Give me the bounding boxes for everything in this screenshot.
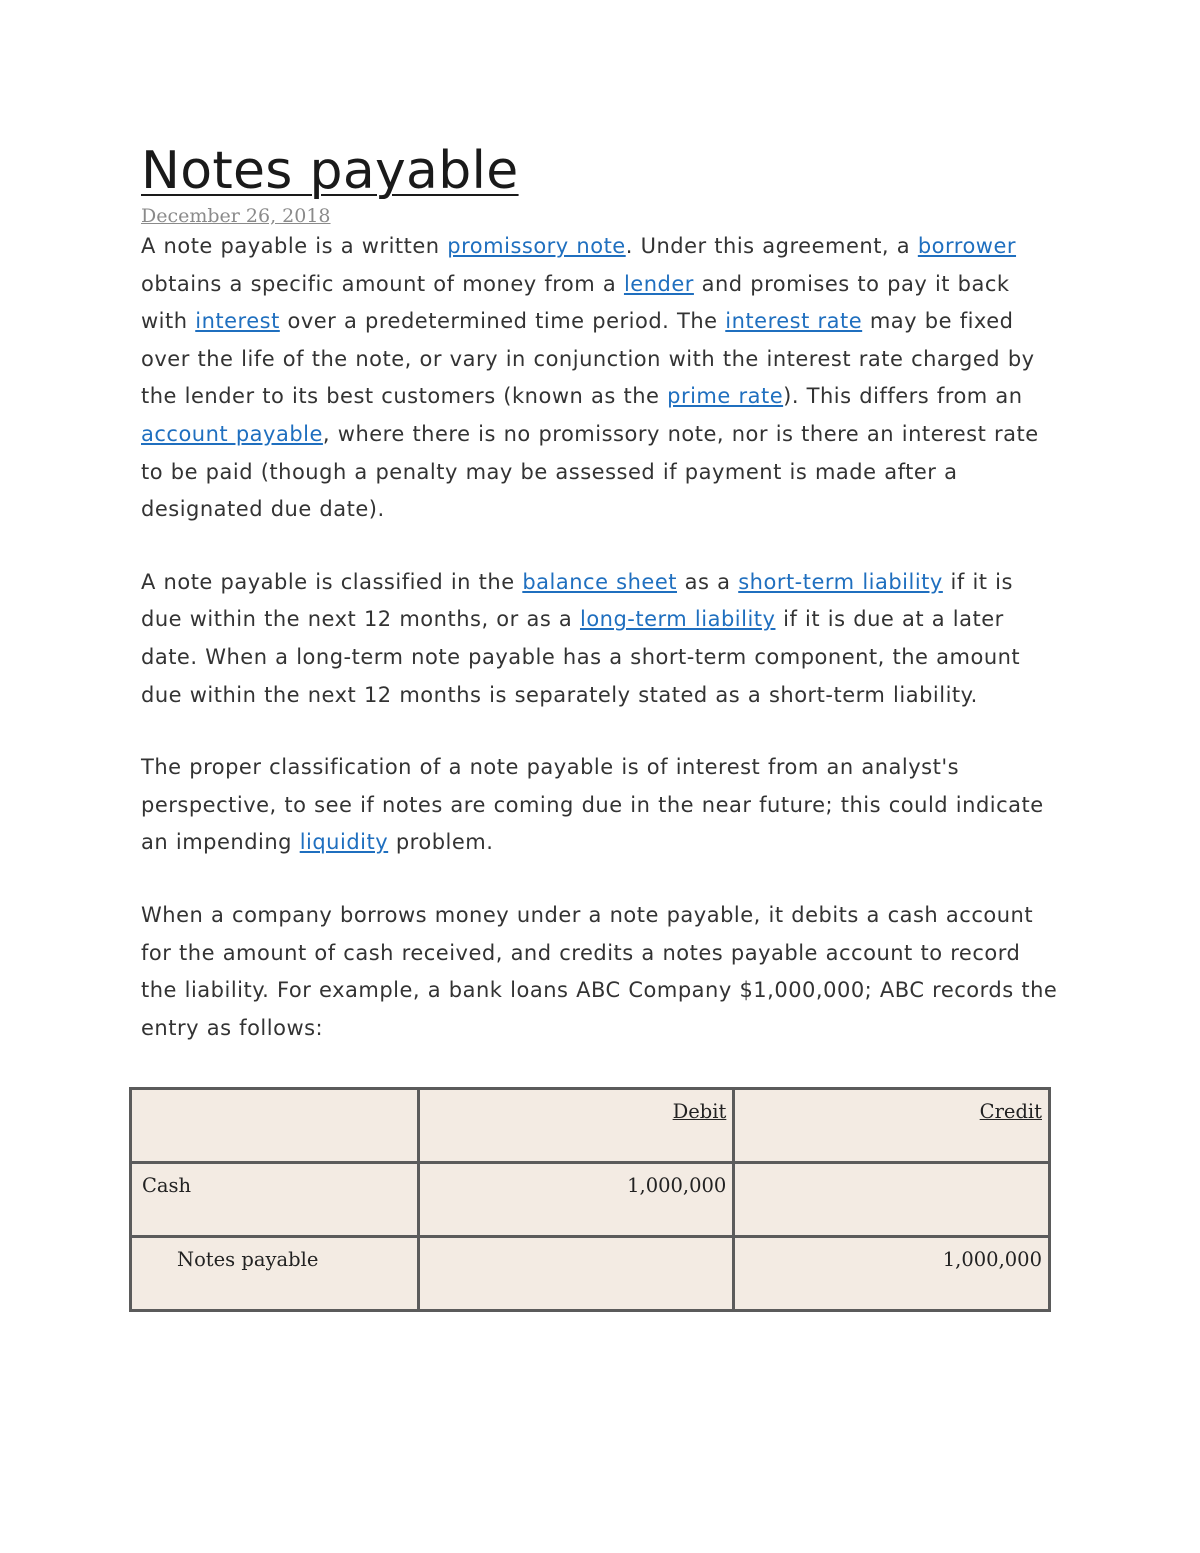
link-prime-rate[interactable]: prime rate xyxy=(667,384,784,409)
header-debit-cell xyxy=(418,1089,734,1163)
link-borrower[interactable]: borrower xyxy=(917,234,1017,258)
account-cell: Cash xyxy=(131,1163,419,1237)
text: may be fixed over the life of the note, or vary in conjunction with the interest rate charged by the lender to its best customers (known as the xyxy=(141,309,1035,409)
header-credit-cell xyxy=(734,1089,1050,1163)
table-row xyxy=(131,1237,1050,1311)
text: When a company borrows money under a note payable, it debits a cash account for the amount of cash received, and credits a notes payable account to record the liability. For example, a bank loans ABC Company $1,000,000; ABC records the entry as follows: xyxy=(141,902,1058,1040)
text: The proper classification of a note payable is of interest from an analyst's perspective, to see if notes are coming due in the near future; this could indicate an impending xyxy=(141,755,1044,855)
link-interest[interactable]: interest xyxy=(195,309,280,334)
link-lender[interactable]: lender xyxy=(623,271,694,296)
publish-date: December 26, 2018 xyxy=(141,205,331,227)
link-interest-rate[interactable]: interest rate xyxy=(725,309,863,334)
paragraph-2 xyxy=(141,564,1061,714)
link-liquidity[interactable]: liquidity xyxy=(299,830,389,855)
text: as a xyxy=(677,569,739,594)
header-account-cell xyxy=(131,1089,419,1163)
journal-entry-table xyxy=(129,1087,1051,1312)
link-short-term-liability[interactable]: short-term liability xyxy=(738,569,943,594)
debit-header: Debit xyxy=(672,1100,727,1123)
text: , where there is no promissory note, nor is there an interest rate to be paid (though a penalty may be assessed if payment is made after a designated due date). xyxy=(141,421,1039,522)
debit-cell: 1,000,000 xyxy=(418,1163,734,1237)
text: A note payable is a written xyxy=(141,234,448,258)
credit-header: Credit xyxy=(979,1100,1042,1123)
link-balance-sheet[interactable]: balance sheet xyxy=(522,569,677,594)
paragraph-1 xyxy=(141,228,1061,529)
table-header-row xyxy=(131,1089,1050,1163)
paragraph-3 xyxy=(141,749,1061,862)
text: A note payable is classified in the xyxy=(141,569,523,594)
article xyxy=(141,138,1061,1047)
text: obtains a specific amount of money from a xyxy=(141,271,624,296)
text: ). This differs from an xyxy=(783,384,1023,409)
text: if it is due at a later date. When a long-term note payable has a short-term component, the amount due within the next 12 months is separately stated as a short-term liability. xyxy=(141,607,1021,707)
text: over a predetermined time period. The xyxy=(279,309,726,334)
text: problem. xyxy=(388,830,494,855)
text: and promises to pay it back with xyxy=(141,271,1010,334)
text: if it is due within the next 12 months, or as a xyxy=(141,569,1013,632)
text: . Under this agreement, a xyxy=(625,234,918,258)
link-account-payable[interactable]: account payable xyxy=(141,421,323,446)
table-row xyxy=(131,1163,1050,1237)
credit-cell xyxy=(734,1163,1050,1237)
account-cell: Notes payable xyxy=(131,1237,419,1311)
link-long-term-liability[interactable]: long-term liability xyxy=(579,607,776,632)
paragraph-4 xyxy=(141,897,1061,1047)
credit-cell: 1,000,000 xyxy=(734,1237,1050,1311)
page-title: Notes payable xyxy=(141,141,519,201)
debit-cell xyxy=(418,1237,734,1311)
link-promissory-note[interactable]: promissory note xyxy=(447,234,626,258)
